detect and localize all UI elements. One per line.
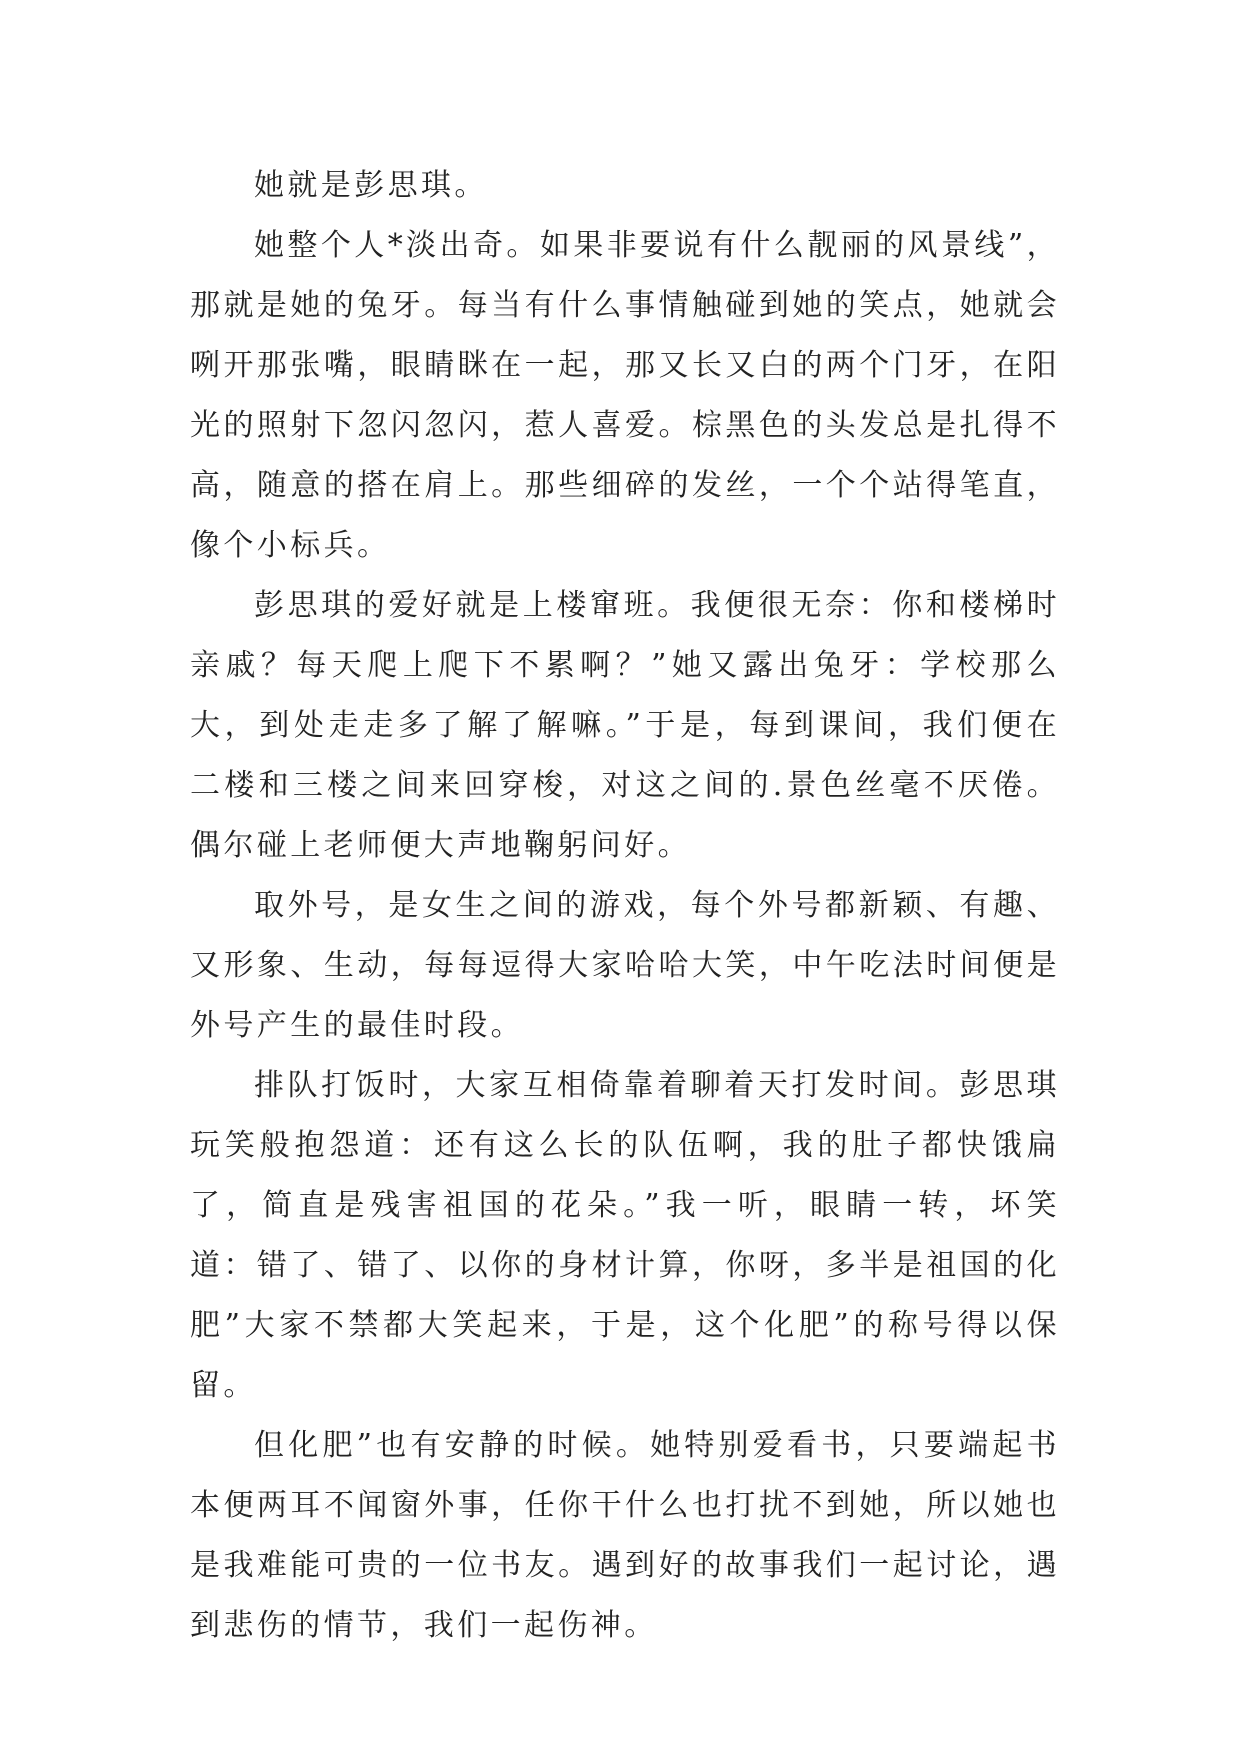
document-body (190, 156, 1060, 1656)
paragraph: 取外号，是女生之间的游戏，每个外号都新颖、有趣、又形象、生动，每每逗得大家哈哈大笑，中午吃法时间便是外号产生的最佳时段。 (190, 888, 1060, 1043)
paragraph: 她整个人*淡出奇。如果非要说有什么靓丽的风景线”，那就是她的兔牙。每当有什么事情触碰到她的笑点，她就会咧开那张嘴，眼睛眯在一起，那又长又白的两个门牙，在阳光的照射下忽闪忽闪，惹人喜爱。棕黑色的头发总是扎得不高，随意的搭在肩上。那些细碎的发丝，一个个站得笔直，像个小标兵。 (190, 228, 1060, 563)
paragraph: 彭思琪的爱好就是上楼窜班。我便很无奈：你和楼梯时亲戚？每天爬上爬下不累啊？”她又露出兔牙：学校那么大，到处走走多了解了解嘛。”于是，每到课间，我们便在二楼和三楼之间来回穿梭，对这之间的.景色丝毫不厌倦。偶尔碰上老师便大声地鞠躬问好。 (190, 588, 1060, 863)
paragraph: 排队打饭时，大家互相倚靠着聊着天打发时间。彭思琪玩笑般抱怨道：还有这么长的队伍啊，我的肚子都快饿扁了，简直是残害祖国的花朵。”我一听，眼睛一转，坏笑道：错了、错了、以你的身材计算，你呀，多半是祖国的化肥”大家不禁都大笑起来，于是，这个化肥”的称号得以保留。 (190, 1068, 1060, 1403)
paragraph: 但化肥”也有安静的时候。她特别爱看书，只要端起书本便两耳不闻窗外事，任你干什么也打扰不到她，所以她也是我难能可贵的一位书友。遇到好的故事我们一起讨论，遇到悲伤的情节，我们一起伤神。 (190, 1428, 1060, 1643)
paragraph: 她就是彭思琪。 (254, 168, 488, 203)
